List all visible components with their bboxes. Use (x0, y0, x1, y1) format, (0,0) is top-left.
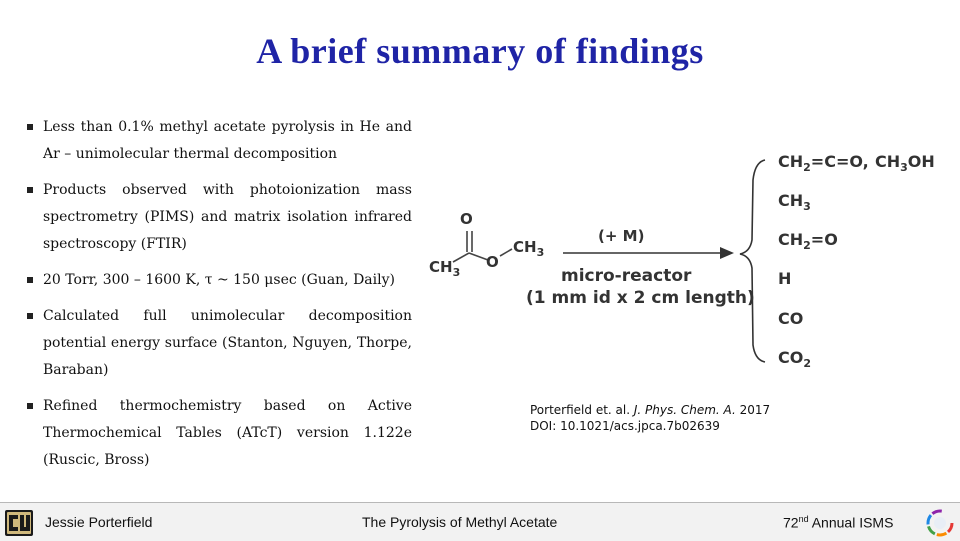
slide-footer (0, 502, 960, 541)
product-ketene: $CH_2=C=O$, (778, 152, 869, 174)
footer-talk-title: The Pyrolysis of Methyl Acetate (362, 514, 558, 530)
reactor-dimensions: (1 mm id x 2 cm length) (526, 288, 755, 308)
methyl-acetate-structure (429, 210, 544, 279)
isms-logo-icon (924, 507, 956, 539)
reaction-scheme (420, 140, 960, 380)
footer-conference: 72nd Annual ISMS (783, 514, 894, 531)
bullet-square-icon (27, 124, 33, 130)
ester-oxygen: O (486, 253, 499, 271)
product-brace-icon (740, 160, 765, 362)
product-methyl: $CH_3$ (778, 191, 811, 213)
carbonyl-oxygen: O (460, 210, 473, 228)
citation (530, 402, 830, 434)
slide-title: A brief summary of findings (256, 31, 704, 71)
arrow-condition-label: (+ M) (598, 227, 645, 245)
methyl-group-left: $CH_3$ (429, 258, 461, 279)
bullet-item: Less than 0.1% methyl acetate pyrolysis in He and Ar – unimolecular thermal decomposition (26, 114, 412, 168)
product-methanol: $CH_3OH$ (875, 152, 935, 174)
bullet-item: Products observed with photoionization mass spectrometry (PIMS) and matrix isolation infrared spectroscopy (FTIR) (26, 177, 412, 258)
methyl-group-right: $CH_3$ (513, 238, 545, 259)
bullet-square-icon (27, 403, 33, 409)
cu-buffs-logo-icon (4, 509, 34, 537)
bullet-square-icon (27, 187, 33, 193)
citation-reference: Porterfield et. al. J. Phys. Chem. A. 2017 (530, 403, 771, 417)
bullet-item: Refined thermochemistry based on Active Thermochemical Tables (ATcT) version 1.122e (Ruscic, Bross) (26, 393, 412, 474)
product-hydrogen: H (778, 269, 792, 288)
bullet-item: Calculated full unimolecular decomposition potential energy surface (Stanton, Nguyen, Thorpe, Baraban) (26, 303, 412, 384)
bullet-item: 20 Torr, 300 – 1600 K, τ ~ 150 μsec (Guan, Daily) (26, 267, 412, 294)
findings-list (26, 114, 412, 483)
citation-doi: DOI: 10.1021/acs.jpca.7b02639 (530, 419, 720, 433)
bullet-square-icon (27, 313, 33, 319)
footer-author: Jessie Porterfield (45, 514, 153, 530)
product-formaldehyde: $CH_2=O$ (778, 230, 838, 252)
product-carbon-dioxide: $CO_2$ (778, 348, 811, 370)
bullet-square-icon (27, 277, 33, 283)
product-carbon-monoxide: CO (778, 309, 804, 328)
reactor-label: micro-reactor (561, 266, 692, 286)
reaction-arrow (563, 247, 734, 259)
